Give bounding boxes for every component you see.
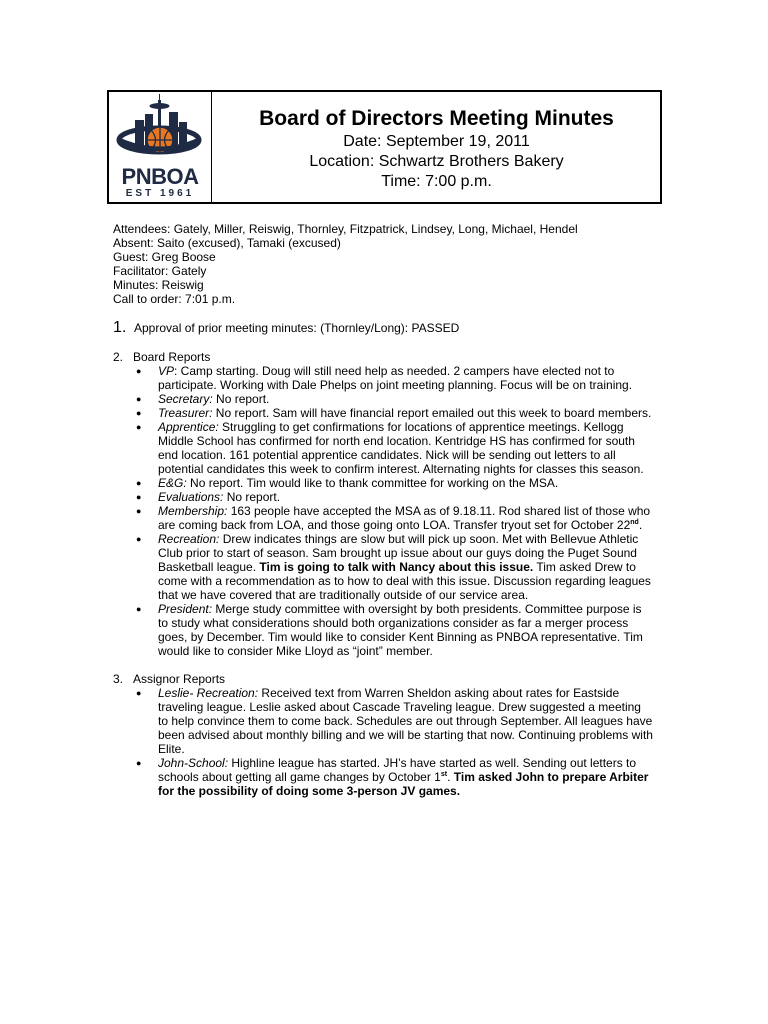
item-text: No report. <box>212 392 270 406</box>
item-bold-text: Tim asked John to prepare Arbiter for the possibility of doing some 3-person JV games. <box>158 770 649 798</box>
list-item-leslie <box>158 686 653 756</box>
item-text: No report. <box>223 490 281 504</box>
item-text-mid: . <box>447 770 454 784</box>
meeting-info <box>113 222 653 306</box>
item-text: Merge study committee with oversight by both presidents. Committee purpose is to study what considerations should both organizations consider as far a merger process goes, by December. Tim would like to consider Kent Binning as PNBOA representative. Tim would like to consider Mike Lloyd as “joint” member. <box>158 602 643 658</box>
item-label: Secretary: <box>158 392 213 406</box>
approval-text: Approval of prior meeting minutes: (Thornley/Long): PASSED <box>134 321 460 335</box>
item-bold-text: Tim is going to talk with Nancy about this issue. <box>259 560 534 574</box>
ordinal-suffix: st <box>440 771 448 778</box>
list-item-secretary <box>158 392 653 406</box>
list-item-john <box>158 756 653 798</box>
header-box <box>107 90 662 204</box>
call-to-order: Call to order: 7:01 p.m. <box>113 292 236 306</box>
meeting-date: Date: September 19, 2011 <box>343 133 530 150</box>
section-number: 2. <box>113 350 124 364</box>
list-item-treasurer <box>158 406 653 420</box>
section-board-reports <box>113 350 653 658</box>
section-title: Assignor Reports <box>133 672 226 686</box>
item-label: President: <box>158 602 213 616</box>
seattle-skyline-basketball-icon <box>109 92 211 166</box>
pnboa-logo <box>109 92 212 204</box>
item-text: Struggling to get confirmations for locations of apprentice meetings. Kellogg Middle School has confirmed for north end location. Kentridge HS has confirmed for south end location. 161 potential apprentice candidates. Nick will be sending out letters to all potential candidates this week to confirm interest. Alternating nights for classes this season. <box>158 420 644 476</box>
section-assignor-reports <box>113 672 653 798</box>
item-text-end: Tim asked Drew to come with a recommendation as to how to deal with this issue. Discussion regarding leagues that we have covered that are traditionally outside of our service area. <box>158 560 651 602</box>
item-label: Membership: <box>158 504 228 518</box>
minutes-taker: Minutes: Reiswig <box>113 278 204 292</box>
item-text: Highline league has started. JH’s have started as well. Sending out letters to schools about getting all game changes by October 1 <box>158 756 637 784</box>
list-item-vp <box>158 364 653 392</box>
list-item-eg <box>158 476 653 490</box>
header-titles <box>213 106 660 192</box>
section-title: Board Reports <box>133 350 211 364</box>
list-item-president <box>158 602 653 658</box>
item-text: No report. Tim would like to thank committee for working on the MSA. <box>186 476 559 490</box>
document-title: Board of Directors Meeting Minutes <box>259 107 614 130</box>
item-text-end: . <box>638 518 643 532</box>
item-text: : Camp starting. Doug will still need help as needed. 2 campers have elected not to participate. Working with Dale Phelps on joint meeting planning. Focus will be on training. <box>158 364 633 392</box>
item-label: John-School: <box>158 756 229 770</box>
item-text: Drew indicates things are slow but will pick up soon. Met with Bellevue Athletic Club prior to start of season. Sam brought up issue about our guys doing the Puget Sound Basketball league. <box>158 532 639 574</box>
list-item-evaluations <box>158 490 653 504</box>
item-text: 163 people have accepted the MSA as of 9.18.11. Rod shared list of those who are coming back from LOA, and those going onto LOA. Transfer tryout set for October 22 <box>158 504 651 532</box>
section-approval <box>113 320 653 336</box>
logo-name: PNBOA <box>121 164 199 189</box>
list-item-recreation <box>158 532 653 602</box>
minutes-body <box>113 222 653 798</box>
guest: Guest: Greg Boose <box>113 250 216 264</box>
item-label: Apprentice: <box>158 420 219 434</box>
item-label: E&G: <box>158 476 187 490</box>
item-label: Evaluations: <box>158 490 224 504</box>
item-text: No report. Sam will have financial report emailed out this week to board members. <box>212 406 652 420</box>
list-item-apprentice <box>158 420 653 476</box>
item-label: Recreation: <box>158 532 220 546</box>
logo-est: EST 1961 <box>125 188 195 199</box>
list-item-membership <box>158 504 653 532</box>
item-text: Received text from Warren Sheldon asking about rates for Eastside traveling league. Leslie asked about Cascade Traveling league. Drew suggested a meeting to help convince them to come back. Schedules are out through September. All leagues have been advised about monthly billing and we will be starting that now. Continuing problems with Elite. <box>158 686 653 756</box>
absent: Absent: Saito (excused), Tamaki (excused) <box>113 236 341 250</box>
attendees: Attendees: Gately, Miller, Reiswig, Thornley, Fitzpatrick, Lindsey, Long, Michael, Hendel <box>113 222 578 236</box>
section-number: 3. <box>113 672 124 686</box>
item-label: Leslie- Recreation: <box>158 686 259 700</box>
facilitator: Facilitator: Gately <box>113 264 207 278</box>
section-number: 1. <box>113 319 127 336</box>
meeting-time: Time: 7:00 p.m. <box>381 173 492 190</box>
ordinal-suffix: nd <box>630 519 639 526</box>
item-label: Treasurer: <box>158 406 213 420</box>
item-label: VP <box>158 364 175 378</box>
meeting-location: Location: Schwartz Brothers Bakery <box>309 153 564 170</box>
